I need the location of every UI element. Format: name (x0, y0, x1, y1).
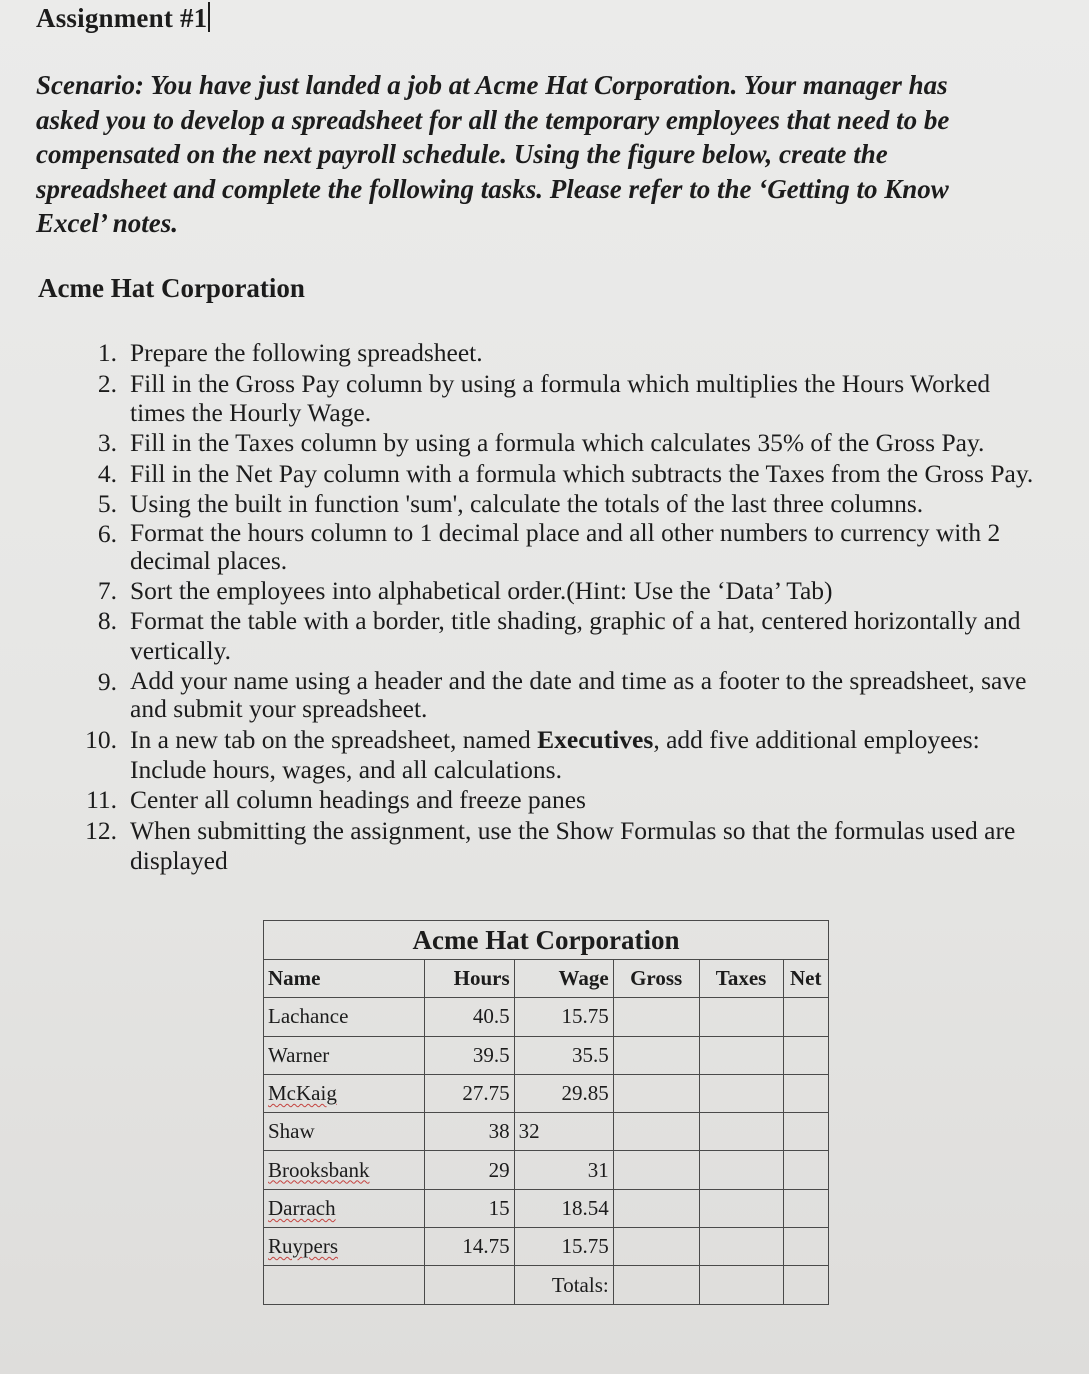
cell-net (783, 1189, 829, 1227)
cell-net (783, 1113, 829, 1151)
header-wage: Wage (514, 960, 613, 998)
totals-row (264, 1266, 829, 1304)
task-number: 9. (97, 667, 117, 696)
cell-taxes (699, 998, 783, 1036)
cell-name: Shaw (264, 1113, 425, 1151)
cell-name (264, 1189, 425, 1227)
table-row (264, 1074, 829, 1112)
scenario-line: Scenario: You have just landed a job at Acme Hat Corporation. Your manager has (36, 70, 948, 100)
table-caption-row (264, 921, 829, 960)
scenario-paragraph (36, 68, 1066, 241)
table-header-row (264, 960, 829, 998)
spellcheck-word: Brooksbank (268, 1157, 370, 1182)
cell-taxes (699, 1113, 783, 1151)
task-text: Format the table with a border, title shading, graphic of a hat, centered horizontally and (130, 606, 1021, 635)
task-list (76, 338, 1066, 876)
task-text: Center all column headings and freeze panes (130, 785, 586, 814)
task-item (76, 606, 1066, 666)
spellcheck-word: Darrach (268, 1195, 336, 1220)
cell-gross (613, 1036, 699, 1074)
task-item (76, 785, 1066, 815)
task-item (76, 338, 1066, 368)
spreadsheet-figure (263, 920, 829, 1305)
task-text: Fill in the Taxes column by using a formula which calculates 35% of the Gross Pay. (130, 428, 985, 457)
spellcheck-word: McKaig (268, 1081, 337, 1106)
cell-net (783, 1151, 829, 1189)
task-number: 12. (85, 816, 117, 845)
task-item (76, 576, 1066, 606)
cell-name: Warner (264, 1036, 425, 1074)
cell-gross-total (613, 1266, 699, 1304)
task-item (76, 667, 1066, 723)
cell-net (783, 1074, 829, 1112)
task-number: 11. (86, 785, 117, 814)
task-item (76, 459, 1066, 489)
task-text: Format the hours column to 1 decimal place and all other numbers to currency with 2 (130, 518, 1001, 547)
table-caption: Acme Hat Corporation (264, 921, 829, 960)
cell-name: Lachance (264, 998, 425, 1036)
task-text: and submit your spreadsheet. (130, 694, 428, 723)
task-text: vertically. (130, 636, 232, 665)
cell-hours: 40.5 (424, 998, 514, 1036)
task-text: displayed (130, 846, 228, 875)
task-number: 6. (97, 519, 117, 548)
cell-gross (613, 1151, 699, 1189)
cell-taxes-total (699, 1266, 783, 1304)
task-text: Prepare the following spreadsheet. (130, 338, 483, 367)
scenario-line: compensated on the next payroll schedule. Using the figure below, create the (36, 139, 888, 170)
task-item (76, 519, 1066, 575)
cell-wage: 15.75 (514, 1228, 613, 1266)
cell-net-total (783, 1266, 829, 1304)
task-number: 10. (85, 725, 117, 754)
task-text: Include hours, wages, and all calculations. (130, 755, 562, 784)
payroll-table (263, 920, 829, 1305)
header-hours: Hours (424, 960, 514, 998)
table-row (264, 998, 829, 1036)
cell-name (264, 1151, 425, 1189)
cell-hours (424, 1266, 514, 1304)
task-text: Fill in the Net Pay column with a formula which subtracts the Taxes from the Gross Pay. (130, 459, 1034, 488)
task-item (76, 428, 1066, 458)
document-title[interactable] (36, 2, 210, 34)
cell-taxes (699, 1036, 783, 1074)
scenario-line: Excel’ notes. (36, 208, 178, 239)
section-heading: Acme Hat Corporation (38, 273, 305, 303)
cell-wage: 32 (514, 1113, 613, 1151)
cell-hours: 38 (424, 1113, 514, 1151)
cell-name (264, 1228, 425, 1266)
task-number: 1. (97, 338, 117, 367)
task-number: 8. (97, 606, 117, 635)
table-row (264, 1151, 829, 1189)
cell-taxes (699, 1189, 783, 1227)
cell-gross (613, 1074, 699, 1112)
task-number: 5. (97, 489, 117, 518)
task-text-part: In a new tab on the spreadsheet, named (130, 725, 538, 754)
text-cursor (208, 2, 210, 32)
spellcheck-word: Ruypers (268, 1234, 338, 1259)
cell-wage: 18.54 (514, 1189, 613, 1227)
header-taxes: Taxes (699, 960, 783, 998)
task-text: decimal places. (130, 546, 288, 575)
task-number: 3. (97, 428, 117, 457)
task-text: times the Hourly Wage. (130, 398, 372, 427)
cell-hours: 39.5 (424, 1036, 514, 1074)
task-text-bold: Executives (537, 725, 654, 754)
task-text: Using the built in function 'sum', calculate the totals of the last three columns. (130, 489, 924, 518)
task-item (76, 489, 1066, 519)
totals-label: Totals: (514, 1266, 613, 1304)
task-text-part: , add five additional employees: (653, 725, 980, 754)
cell-gross (613, 1189, 699, 1227)
cell-hours: 29 (424, 1151, 514, 1189)
cell-gross (613, 1113, 699, 1151)
cell-taxes (699, 1228, 783, 1266)
task-item (76, 725, 1066, 785)
cell-name (264, 1074, 425, 1112)
cell-net (783, 998, 829, 1036)
cell-taxes (699, 1151, 783, 1189)
task-text: Fill in the Gross Pay column by using a formula which multiplies the Hours Worked (130, 369, 991, 398)
task-item (76, 369, 1066, 427)
header-name: Name (264, 960, 425, 998)
document-title-text: Assignment #1 (36, 3, 208, 33)
header-net: Net (783, 960, 829, 998)
cell-hours: 14.75 (424, 1228, 514, 1266)
table-row (264, 1228, 829, 1266)
table-row (264, 1189, 829, 1227)
task-text: Add your name using a header and the date and time as a footer to the spreadsheet, save (130, 666, 1027, 695)
task-item (76, 816, 1066, 876)
cell-wage: 35.5 (514, 1036, 613, 1074)
cell-name (264, 1266, 425, 1304)
table-row (264, 1113, 829, 1151)
cell-wage: 31 (514, 1151, 613, 1189)
task-text: Sort the employees into alphabetical order.(Hint: Use the ‘Data’ Tab) (130, 576, 833, 605)
cell-net (783, 1228, 829, 1266)
cell-taxes (699, 1074, 783, 1112)
cell-gross (613, 998, 699, 1036)
cell-hours: 15 (424, 1189, 514, 1227)
cell-gross (613, 1228, 699, 1266)
scenario-line: spreadsheet and complete the following tasks. Please refer to the ‘Getting to Know (36, 173, 949, 204)
table-row (264, 1036, 829, 1074)
task-text: When submitting the assignment, use the Show Formulas so that the formulas used are (130, 816, 1016, 845)
task-number: 4. (97, 459, 117, 488)
task-text (130, 725, 980, 755)
cell-hours: 27.75 (424, 1074, 514, 1112)
cell-wage: 29.85 (514, 1074, 613, 1112)
cell-net (783, 1036, 829, 1074)
task-number: 2. (97, 369, 117, 398)
cell-wage: 15.75 (514, 998, 613, 1036)
task-number: 7. (97, 576, 117, 605)
header-gross: Gross (613, 960, 699, 998)
scenario-line: asked you to develop a spreadsheet for all the temporary employees that need to be (36, 104, 950, 135)
